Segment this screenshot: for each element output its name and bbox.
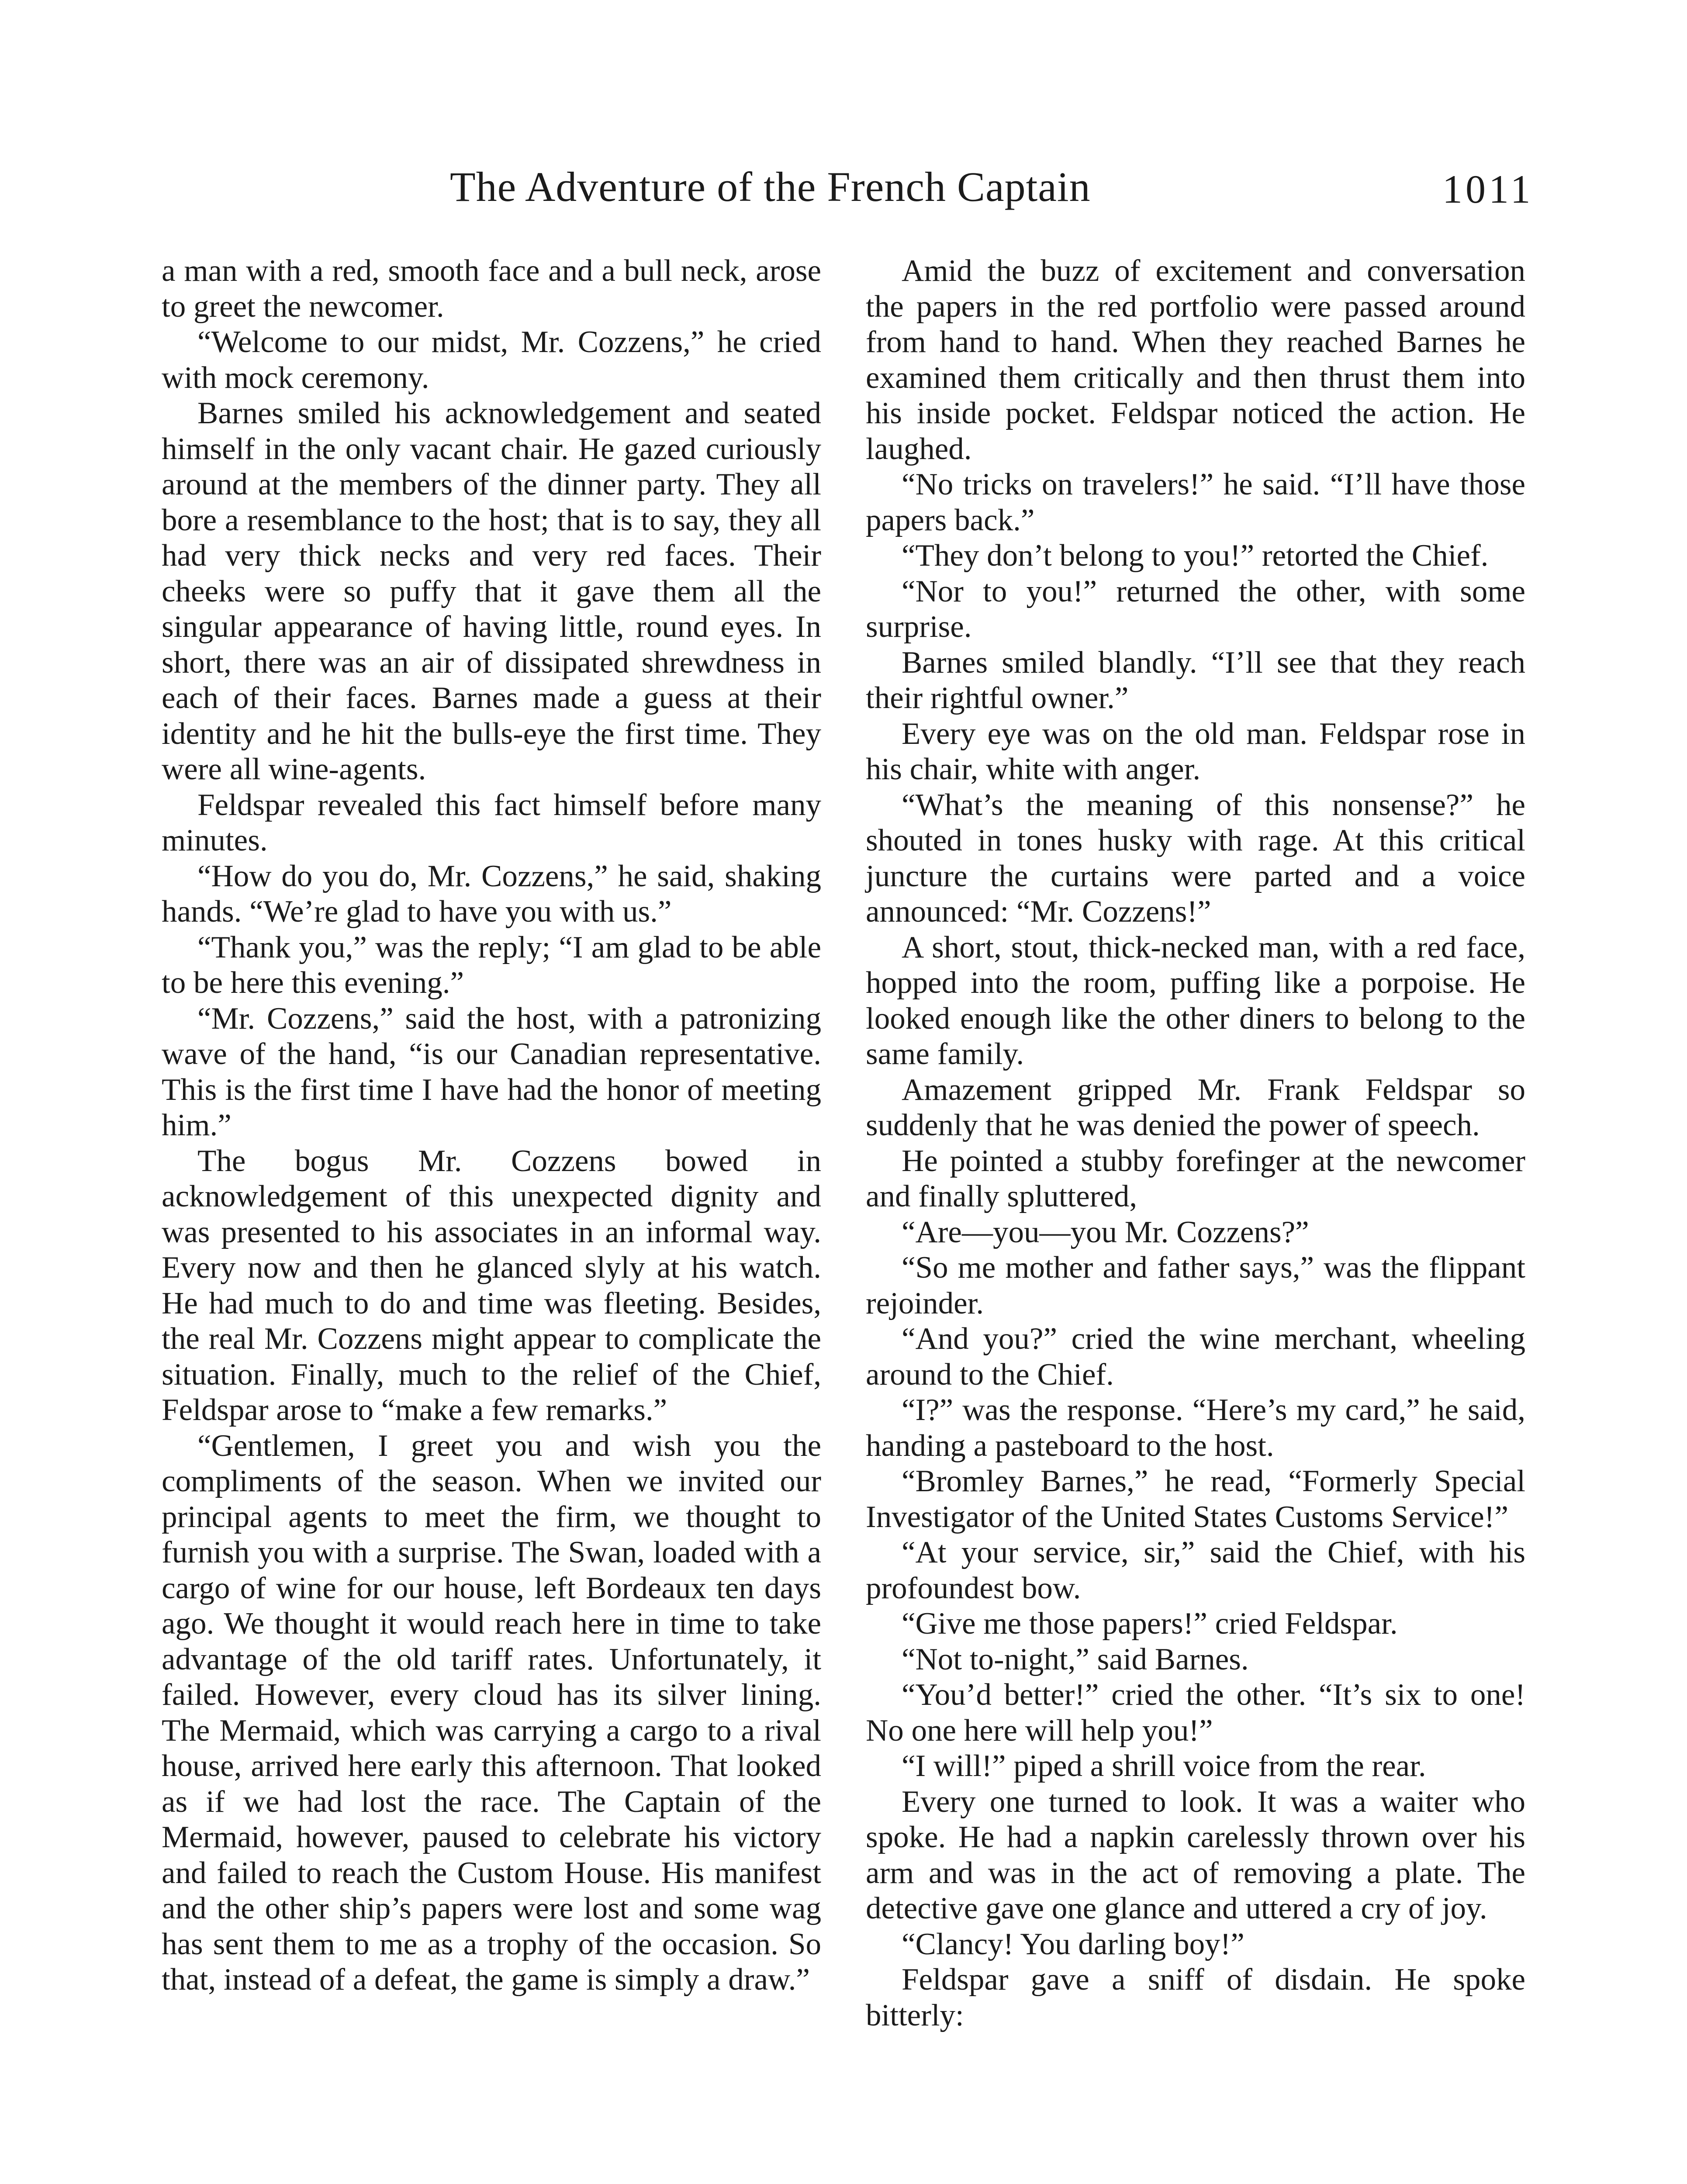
paragraph: Amid the buzz of excitement and conversation the papers in the red portfolio were passed around from hand to hand. When they reached Barnes he examined them critically and then thrust them into his inside pocket. Feldspar noticed the action. He laughed.: [866, 254, 1525, 466]
page-number: 1011: [1442, 167, 1534, 211]
right-column: [866, 253, 1525, 2033]
paragraph: “Gentlemen, I greet you and wish you the compliments of the season. When we invited our principal agents to meet the firm, we thought to furnish you with a surprise. The Swan, loaded with a cargo of wine for our house, left Bordeaux ten days ago. We thought it would reach here in time to take advantage of the old tariff rates. Unfortunately, it failed. However, every cloud has its silver lining. The Mermaid, which was carrying a cargo to a rival house, arrived here early this afternoon. That looked as if we had lost the race. The Captain of the Mermaid, however, paused to celebrate his victory and failed to reach the Custom House. His manifest and the other ship’s papers were lost and some wag has sent them to me as a trophy of the occasion. So that, instead of a defeat, the game is simply a draw.”: [162, 1428, 821, 1997]
paragraph: Amazement gripped Mr. Frank Feldspar so suddenly that he was denied the power of speech.: [866, 1072, 1525, 1142]
paragraph: “Nor to you!” returned the other, with some surprise.: [866, 574, 1525, 644]
paragraph: Barnes smiled blandly. “I’ll see that they reach their rightful owner.”: [866, 645, 1525, 715]
paragraph: Every one turned to look. It was a waiter who spoke. He had a napkin carelessly thrown over his arm and was in the act of removing a plate. The detective gave one glance and uttered a cry of joy.: [866, 1784, 1525, 1925]
paragraph: “Mr. Cozzens,” said the host, with a patronizing wave of the hand, “is our Canadian representative. This is the first time I have had the honor of meeting him.”: [162, 1001, 821, 1142]
paragraph: “Give me those papers!” cried Feldspar.: [902, 1607, 1398, 1641]
paragraph: “Clancy! You darling boy!”: [902, 1927, 1245, 1961]
paragraph: “So me mother and father says,” was the flippant rejoinder.: [866, 1251, 1525, 1320]
paragraph: A short, stout, thick-necked man, with a red face, hopped into the room, puffing like a porpoise. He looked enough like the other diners to belong to the same family.: [866, 930, 1525, 1071]
paragraph: “What’s the meaning of this nonsense?” he shouted in tones husky with rage. At this critical juncture the curtains were parted and a voice announced: “Mr. Cozzens!”: [866, 788, 1525, 929]
paragraph: “How do you do, Mr. Cozzens,” he said, shaking hands. “We’re glad to have you with us.”: [162, 859, 821, 929]
paragraph: “No tricks on travelers!” he said. “I’ll have those papers back.”: [866, 467, 1525, 537]
paragraph: “Not to-night,” said Barnes.: [902, 1642, 1249, 1676]
paragraph: Barnes smiled his acknowledgement and seated himself in the only vacant chair. He gazed curiously around at the members of the dinner party. They all bore a resemblance to the host; that is to say, they all had very thick necks and very red faces. Their cheeks were so puffy that it gave them all the singular appearance of having little, round eyes. In short, there was an air of dissipated shrewdness in each of their faces. Barnes made a guess at their identity and he hit the bulls-eye the first time. They were all wine-agents.: [162, 396, 821, 786]
paragraph: The bogus Mr. Cozzens bowed in acknowledgement of this unexpected dignity and was presented to his associates in an informal way. Every now and then he glanced slyly at his watch. He had much to do and time was fleeting. Besides, the real Mr. Cozzens might appear to complicate the situation. Finally, much to the relief of the Chief, Feldspar arose to “make a few remarks.”: [162, 1144, 821, 1427]
paragraph: “I?” was the response. “Here’s my card,” he said, handing a pasteboard to the host.: [866, 1393, 1525, 1463]
paragraph: “Welcome to our midst, Mr. Cozzens,” he cried with mock ceremony.: [162, 325, 821, 395]
paragraph: “Thank you,” was the reply; “I am glad to be able to be here this evening.”: [162, 930, 821, 1000]
paragraph: “You’d better!” cried the other. “It’s six to one! No one here will help you!”: [866, 1678, 1525, 1748]
paragraph: He pointed a stubby forefinger at the newcomer and finally spluttered,: [866, 1144, 1525, 1213]
paragraph: “They don’t belong to you!” retorted the Chief.: [902, 539, 1489, 573]
paragraph: Every eye was on the old man. Feldspar rose in his chair, white with anger.: [866, 716, 1525, 786]
paragraph: “Bromley Barnes,” he read, “Formerly Special Investigator of the United States Customs Service!”: [866, 1464, 1525, 1534]
paragraph: Feldspar gave a sniff of disdain. He spoke bitterly:: [866, 1963, 1525, 2032]
paragraph: Feldspar revealed this fact himself before many minutes.: [162, 788, 821, 857]
paragraph: a man with a red, smooth face and a bull neck, arose to greet the newcomer.: [162, 254, 821, 324]
running-head-title: The Adventure of the French Captain: [450, 163, 1091, 210]
paragraph: “I will!” piped a shrill voice from the rear.: [902, 1749, 1426, 1783]
paragraph: “And you?” cried the wine merchant, wheeling around to the Chief.: [866, 1322, 1525, 1392]
paragraph: “At your service, sir,” said the Chief, with his profoundest bow.: [866, 1535, 1525, 1605]
paragraph: “Are—you—you Mr. Cozzens?”: [902, 1215, 1309, 1249]
left-column: [162, 253, 821, 1998]
